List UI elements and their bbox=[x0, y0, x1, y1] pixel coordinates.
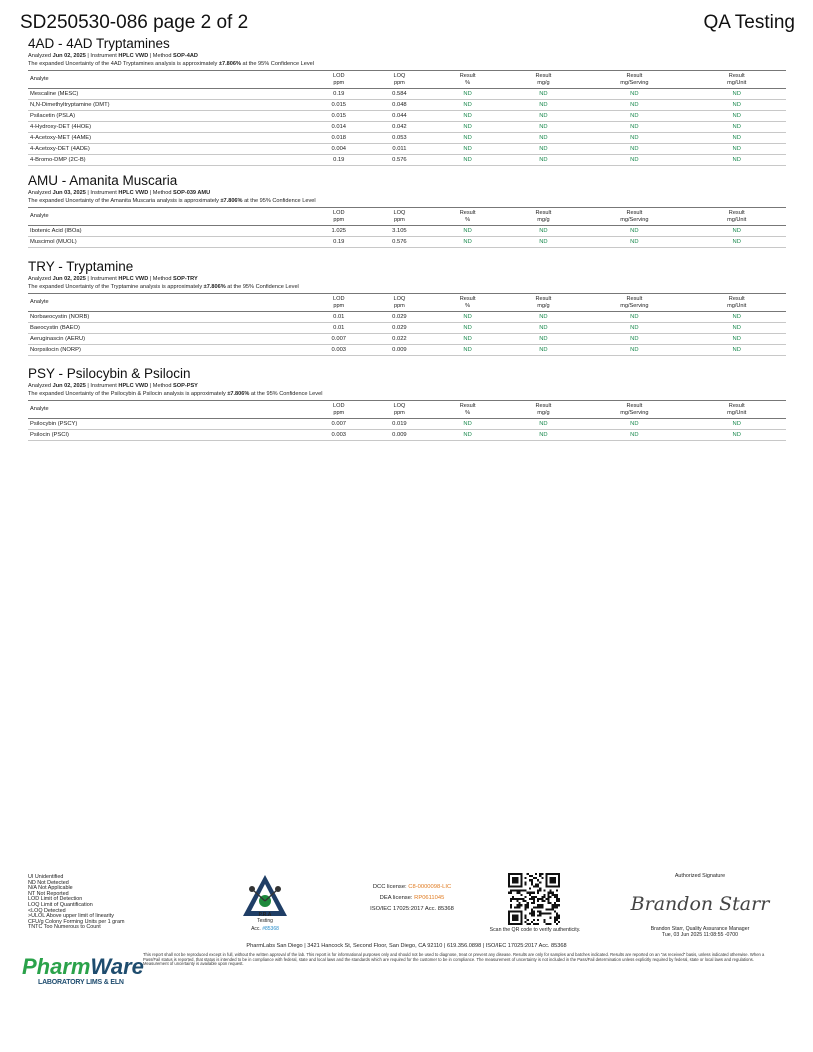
meta-method: SOP-039 AMU bbox=[173, 190, 211, 196]
column-header: Result mg/g bbox=[506, 294, 582, 312]
meta-date: Jun 02, 2025 bbox=[52, 276, 86, 282]
uncertainty-uncert-pre: The expanded Uncertainty of the Psilocybin & Psilocin analysis is approximately bbox=[28, 390, 228, 397]
signatory-name: Brandon Starr, Quality Assurance Manager bbox=[650, 926, 750, 932]
legend-item: UI Unidentified bbox=[28, 874, 64, 880]
results-table bbox=[28, 293, 786, 356]
analysis-meta bbox=[28, 276, 786, 284]
column-header: LOD ppm bbox=[308, 71, 369, 89]
analyte-name: Baeocystin (BAEO) bbox=[28, 323, 308, 334]
analyte-name: Norpsilocin (NORP) bbox=[28, 345, 308, 356]
meta-method: SOP-TRY bbox=[173, 276, 198, 282]
table-cell: ND bbox=[506, 122, 582, 133]
uncertainty-uncert-post: at the 95% Confidence Level bbox=[242, 197, 316, 204]
legend-item: NT Not Reported bbox=[28, 890, 69, 897]
column-header: Result % bbox=[430, 71, 506, 89]
column-header: Result mg/Serving bbox=[581, 294, 687, 312]
lab-address: PharmLabs San Diego | 3421 Hancock St, Second Floor, San Diego, CA 92110 | 619.356.0898 | ISO/IEC 17025:2017 Acc. 85368 bbox=[246, 943, 567, 949]
column-header: Analyte bbox=[28, 71, 308, 89]
table-header-row bbox=[28, 71, 786, 89]
table-cell: ND bbox=[581, 323, 687, 334]
column-header: Result mg/Serving bbox=[581, 401, 687, 419]
legend-item: N/A Not Applicable bbox=[28, 885, 73, 892]
table-cell: 0.018 bbox=[308, 133, 369, 144]
table-row bbox=[28, 345, 786, 356]
table-cell: ND bbox=[687, 133, 786, 144]
dea-label: DEA license: bbox=[379, 895, 415, 901]
table-cell: 0.576 bbox=[369, 237, 430, 248]
table-row bbox=[28, 312, 786, 323]
table-cell: ND bbox=[506, 226, 582, 237]
meta-instrument: HPLC VWD bbox=[118, 383, 149, 389]
table-cell: ND bbox=[506, 89, 582, 100]
table-cell: ND bbox=[687, 144, 786, 155]
table-row bbox=[28, 100, 786, 111]
uncertainty-note bbox=[28, 61, 786, 69]
column-header: Analyte bbox=[28, 208, 308, 226]
analyte-name: Norbaeocystin (NORB) bbox=[28, 312, 308, 323]
table-cell: ND bbox=[506, 111, 582, 122]
column-header: LOQ ppm bbox=[369, 401, 430, 419]
table-cell: ND bbox=[506, 100, 582, 111]
table-cell: ND bbox=[430, 323, 506, 334]
table-cell: ND bbox=[687, 312, 786, 323]
table-row bbox=[28, 89, 786, 100]
analysis-meta bbox=[28, 53, 786, 61]
table-cell: 0.029 bbox=[369, 323, 430, 334]
table-cell: ND bbox=[687, 122, 786, 133]
table-cell: ND bbox=[687, 155, 786, 166]
table-cell: ND bbox=[506, 323, 582, 334]
meta-date: Jun 02, 2025 bbox=[52, 383, 86, 389]
table-cell: 0.019 bbox=[369, 419, 430, 430]
table-row bbox=[28, 419, 786, 430]
meta-instrument: HPLC VWD bbox=[118, 53, 149, 59]
table-cell: ND bbox=[430, 334, 506, 345]
uncertainty-uncert-pre: The expanded Uncertainty of the 4AD Tryptamines analysis is approximately bbox=[28, 60, 219, 67]
table-cell: ND bbox=[506, 430, 582, 441]
meta-meta-prefix: Analyzed bbox=[28, 276, 53, 282]
legend-item: >ULOL Above upper limit of linearity bbox=[28, 913, 114, 920]
meta-sep2: | Method bbox=[148, 53, 174, 59]
table-cell: ND bbox=[506, 345, 582, 356]
table-cell: ND bbox=[581, 144, 687, 155]
table-cell: 0.011 bbox=[369, 144, 430, 155]
uncertainty-uncert-pre: The expanded Uncertainty of the Tryptamine analysis is approximately bbox=[28, 283, 204, 290]
table-cell: 0.19 bbox=[308, 237, 369, 248]
analysis-meta bbox=[28, 190, 786, 198]
table-cell: 0.004 bbox=[308, 144, 369, 155]
column-header: Result % bbox=[430, 401, 506, 419]
table-cell: ND bbox=[581, 89, 687, 100]
uncertainty-uncert: ±7.806% bbox=[227, 390, 250, 397]
table-cell: ND bbox=[506, 334, 582, 345]
table-cell: ND bbox=[581, 111, 687, 122]
dea-license: RP0611045 bbox=[414, 895, 445, 901]
meta-method: SOP-PSY bbox=[173, 383, 198, 389]
table-cell: ND bbox=[430, 133, 506, 144]
table-cell: ND bbox=[430, 144, 506, 155]
disclaimer-text: This report shall not be reproduced except in full, without the written approval of the lab. This report is for informational purposes only and should not be used to diagnose, treat or prevent any disease. Results are only for samples and batches indicated. Results are reported on an "as received" basis, unless indicated otherwise. When a Pass/Fail status is reported, that status is intended to be in compliance with federal, state and local laws and the standards which are required for the customer to be in compliance. The measurement of uncertainty is not included in the Pass/Fail determination unless explicitly required by federal, state or local laws and regulations. Measurement of uncertainty is available upon request. bbox=[143, 952, 765, 967]
signature-date: Tue, 03 Jun 2025 11:08:55 -0700 bbox=[661, 932, 739, 938]
table-cell: ND bbox=[506, 155, 582, 166]
meta-meta-prefix: Analyzed bbox=[28, 383, 53, 389]
column-header: Analyte bbox=[28, 401, 308, 419]
table-cell: ND bbox=[430, 237, 506, 248]
table-row bbox=[28, 226, 786, 237]
column-header: Result % bbox=[430, 294, 506, 312]
svg-text:Brandon Starr: Brandon Starr bbox=[630, 893, 770, 915]
section-title: AMU - Amanita Muscaria bbox=[28, 173, 178, 188]
table-cell: ND bbox=[581, 226, 687, 237]
table-cell: ND bbox=[687, 323, 786, 334]
pharmware-tagline: LABORATORY LIMS & ELN bbox=[38, 979, 124, 986]
table-row bbox=[28, 144, 786, 155]
table-cell: 0.014 bbox=[308, 122, 369, 133]
table-header-row bbox=[28, 294, 786, 312]
analyte-name: Psilacetin (PSLA) bbox=[28, 111, 308, 122]
uncertainty-note bbox=[28, 198, 786, 206]
column-header: Result mg/Serving bbox=[581, 71, 687, 89]
table-cell: 0.009 bbox=[369, 430, 430, 441]
table-cell: 0.01 bbox=[308, 312, 369, 323]
legend-item: <LOQ Detected bbox=[28, 907, 66, 914]
table-row bbox=[28, 155, 786, 166]
uncertainty-uncert: ±7.806% bbox=[203, 283, 226, 290]
pra-sub: Testing bbox=[257, 918, 273, 924]
signature-image bbox=[625, 888, 775, 918]
table-cell: ND bbox=[506, 237, 582, 248]
report-id-page: SD250530-086 page 2 of 2 bbox=[20, 12, 249, 33]
table-cell: ND bbox=[430, 122, 506, 133]
analyte-name: 4-Acetoxy-DET (4ADE) bbox=[28, 144, 308, 155]
table-cell: ND bbox=[506, 133, 582, 144]
column-header: Result mg/Unit bbox=[687, 71, 786, 89]
meta-date: Jun 02, 2025 bbox=[52, 53, 86, 59]
meta-sep2: | Method bbox=[148, 276, 174, 282]
section-title: PSY - Psilocybin & Psilocin bbox=[28, 366, 191, 381]
section-0 bbox=[28, 36, 786, 166]
table-cell: 0.19 bbox=[308, 89, 369, 100]
table-cell: ND bbox=[581, 133, 687, 144]
results-table bbox=[28, 70, 786, 166]
analyte-name: 4-Hydroxy-DET (4HOE) bbox=[28, 122, 308, 133]
column-header: Result mg/g bbox=[506, 208, 582, 226]
table-cell: 0.053 bbox=[369, 133, 430, 144]
table-cell: ND bbox=[687, 334, 786, 345]
abbreviation-legend bbox=[28, 875, 124, 931]
uncertainty-uncert: ±7.806% bbox=[218, 60, 241, 67]
table-cell: ND bbox=[430, 155, 506, 166]
pra-name: P.R.A bbox=[258, 912, 272, 918]
section-title: TRY - Tryptamine bbox=[28, 259, 134, 274]
column-header: LOD ppm bbox=[308, 294, 369, 312]
table-cell: 1.025 bbox=[308, 226, 369, 237]
dcc-license: C8-0000098-LIC bbox=[408, 884, 452, 890]
table-cell: ND bbox=[506, 419, 582, 430]
table-cell: 0.576 bbox=[369, 155, 430, 166]
table-cell: ND bbox=[430, 226, 506, 237]
table-cell: ND bbox=[581, 100, 687, 111]
meta-sep2: | Method bbox=[148, 190, 174, 196]
table-cell: 0.029 bbox=[369, 312, 430, 323]
table-cell: ND bbox=[581, 419, 687, 430]
legend-item: LOD Limit of Detection bbox=[28, 896, 83, 903]
column-header: LOQ ppm bbox=[369, 208, 430, 226]
signature-title: Authorized Signature bbox=[674, 873, 726, 879]
analysis-meta bbox=[28, 383, 786, 391]
table-cell: ND bbox=[430, 89, 506, 100]
meta-sep2: | Method bbox=[148, 383, 174, 389]
table-cell: 0.015 bbox=[308, 111, 369, 122]
column-header: Result mg/g bbox=[506, 401, 582, 419]
table-cell: 0.003 bbox=[308, 345, 369, 356]
table-row bbox=[28, 323, 786, 334]
table-cell: 0.042 bbox=[369, 122, 430, 133]
meta-meta-prefix: Analyzed bbox=[28, 53, 53, 59]
results-table bbox=[28, 207, 786, 248]
table-cell: ND bbox=[506, 144, 582, 155]
table-cell: ND bbox=[687, 226, 786, 237]
meta-meta-prefix: Analyzed bbox=[28, 190, 53, 196]
legend-item: ND Not Detected bbox=[28, 879, 69, 886]
table-cell: 0.584 bbox=[369, 89, 430, 100]
uncertainty-uncert-post: at the 95% Confidence Level bbox=[249, 390, 323, 397]
analyte-name: 4-Acetoxy-MET (4AME) bbox=[28, 133, 308, 144]
table-row bbox=[28, 133, 786, 144]
table-cell: ND bbox=[430, 430, 506, 441]
table-cell: ND bbox=[581, 430, 687, 441]
legend-item: LOQ Limit of Quantification bbox=[28, 901, 93, 908]
meta-instrument: HPLC VWD bbox=[118, 190, 149, 196]
table-cell: ND bbox=[687, 237, 786, 248]
legend-item: TNTC Too Numerous to Count bbox=[28, 924, 101, 931]
meta-sep1: | Instrument bbox=[85, 190, 119, 196]
table-cell: ND bbox=[687, 430, 786, 441]
column-header: LOD ppm bbox=[308, 401, 369, 419]
qr-code[interactable] bbox=[508, 873, 560, 925]
table-cell: 0.015 bbox=[308, 100, 369, 111]
analyte-name: Psilocybin (PSCY) bbox=[28, 419, 308, 430]
table-cell: 0.044 bbox=[369, 111, 430, 122]
uncertainty-uncert-post: at the 95% Confidence Level bbox=[240, 60, 315, 67]
pra-acc-label: Acc. bbox=[251, 926, 263, 932]
section-title: 4AD - 4AD Tryptamines bbox=[28, 36, 170, 51]
table-cell: ND bbox=[506, 312, 582, 323]
license-block bbox=[352, 882, 472, 915]
table-cell: 0.007 bbox=[308, 419, 369, 430]
analyte-name: Mescaline (MESC) bbox=[28, 89, 308, 100]
table-cell: ND bbox=[430, 100, 506, 111]
meta-instrument: HPLC VWD bbox=[118, 276, 149, 282]
table-cell: 0.19 bbox=[308, 155, 369, 166]
uncertainty-note bbox=[28, 391, 786, 399]
qr-caption: Scan the QR code to verify authenticity. bbox=[489, 927, 581, 933]
results-table bbox=[28, 400, 786, 441]
meta-method: SOP-4AD bbox=[173, 53, 198, 59]
table-cell: ND bbox=[687, 111, 786, 122]
table-cell: 0.022 bbox=[369, 334, 430, 345]
column-header: Result mg/Serving bbox=[581, 208, 687, 226]
column-header: LOQ ppm bbox=[369, 294, 430, 312]
column-header: Result % bbox=[430, 208, 506, 226]
table-row bbox=[28, 122, 786, 133]
column-header: Result mg/Unit bbox=[687, 208, 786, 226]
analyte-name: Aeruginascin (AERU) bbox=[28, 334, 308, 345]
table-cell: ND bbox=[687, 345, 786, 356]
table-cell: ND bbox=[581, 345, 687, 356]
table-row bbox=[28, 111, 786, 122]
legend-item: CFU/g Colony Forming Units per 1 gram bbox=[28, 918, 125, 925]
analyte-name: Muscimol (MUOL) bbox=[28, 237, 308, 248]
meta-sep1: | Instrument bbox=[85, 53, 119, 59]
table-cell: 0.01 bbox=[308, 323, 369, 334]
table-cell: ND bbox=[430, 419, 506, 430]
uncertainty-uncert-post: at the 95% Confidence Level bbox=[225, 283, 299, 290]
table-header-row bbox=[28, 208, 786, 226]
meta-sep1: | Instrument bbox=[85, 276, 119, 282]
table-cell: 0.048 bbox=[369, 100, 430, 111]
section-1 bbox=[28, 173, 786, 248]
table-cell: ND bbox=[430, 111, 506, 122]
analyte-name: N,N-Dimethyltryptamine (DMT) bbox=[28, 100, 308, 111]
svg-text:PharmWare: PharmWare bbox=[22, 954, 144, 979]
pra-acc-number: #85368 bbox=[262, 926, 279, 932]
table-cell: ND bbox=[581, 334, 687, 345]
meta-sep1: | Instrument bbox=[85, 383, 119, 389]
table-cell: 0.009 bbox=[369, 345, 430, 356]
uncertainty-uncert-pre: The expanded Uncertainty of the Amanita Muscaria analysis is approximately bbox=[28, 197, 221, 204]
analyte-name: 4-Bromo-DMP (2C-B) bbox=[28, 155, 308, 166]
table-cell: ND bbox=[687, 89, 786, 100]
column-header: Result mg/g bbox=[506, 71, 582, 89]
column-header: Analyte bbox=[28, 294, 308, 312]
section-3 bbox=[28, 366, 786, 441]
column-header: LOQ ppm bbox=[369, 71, 430, 89]
report-type: QA Testing bbox=[703, 12, 795, 33]
table-cell: ND bbox=[581, 312, 687, 323]
table-cell: 0.007 bbox=[308, 334, 369, 345]
meta-date: Jun 03, 2025 bbox=[52, 190, 86, 196]
table-row bbox=[28, 334, 786, 345]
pra-label bbox=[238, 912, 292, 932]
uncertainty-uncert: ±7.806% bbox=[220, 197, 243, 204]
table-row bbox=[28, 430, 786, 441]
dcc-label: DCC license: bbox=[372, 884, 409, 890]
table-cell: ND bbox=[581, 155, 687, 166]
table-cell: ND bbox=[430, 345, 506, 356]
table-cell: ND bbox=[687, 100, 786, 111]
analyte-name: Psilocin (PSCI) bbox=[28, 430, 308, 441]
iso-accreditation: ISO/IEC 17025:2017 Acc. 85368 bbox=[370, 906, 454, 912]
section-2 bbox=[28, 259, 786, 356]
column-header: Result mg/Unit bbox=[687, 401, 786, 419]
table-cell: ND bbox=[687, 419, 786, 430]
column-header: LOD ppm bbox=[308, 208, 369, 226]
table-cell: ND bbox=[581, 122, 687, 133]
table-cell: ND bbox=[581, 237, 687, 248]
analyte-name: Ibotenic Acid (IBOa) bbox=[28, 226, 308, 237]
table-row bbox=[28, 237, 786, 248]
table-cell: ND bbox=[430, 312, 506, 323]
signatory bbox=[620, 926, 780, 938]
table-header-row bbox=[28, 401, 786, 419]
table-cell: 3.105 bbox=[369, 226, 430, 237]
uncertainty-note bbox=[28, 284, 786, 292]
table-cell: 0.003 bbox=[308, 430, 369, 441]
column-header: Result mg/Unit bbox=[687, 294, 786, 312]
